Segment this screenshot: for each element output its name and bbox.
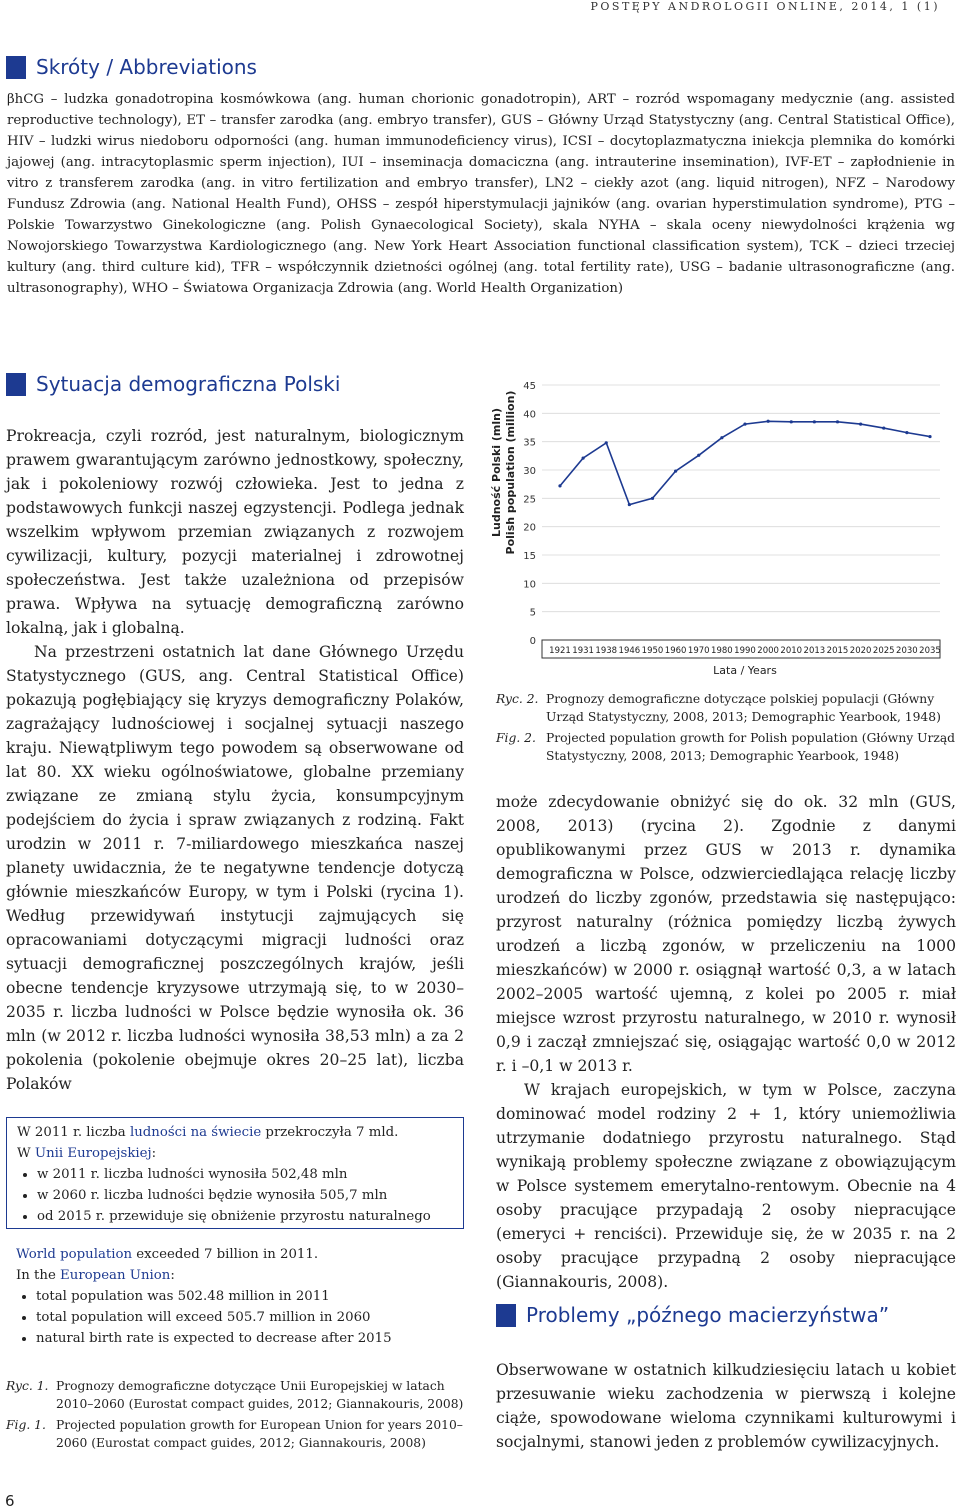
list-item: • total population was 502.48 million in 2011 (36, 1286, 454, 1307)
section-demography-heading (6, 372, 340, 396)
figure2-caption-en: Fig. 2. Projected population growth for Polish population (Główny Urząd Statystyczny, 2008, 2013; Demographic Yearbook, 1948) (496, 731, 956, 763)
chart-y-tick-label: 20 (523, 522, 536, 534)
infobox-en-line1: World population exceeded 7 billion in 2011. (16, 1247, 319, 1262)
list-item: • od 2015 r. przewiduje się obniżenie przyrostu naturalnego (37, 1206, 453, 1227)
chart-x-ticks (549, 646, 941, 656)
figure1-caption-pl: Ryc. 1. Prognozy demograficzne dotyczące Unii Europejskiej w latach 2010–2060 (Eurostat compact guides, 2012; Giannakouris, 2008) (6, 1379, 464, 1411)
chart-x-tick-label: 2030 (896, 646, 918, 656)
list-item: • total population will exceed 505.7 million in 2060 (36, 1307, 454, 1328)
running-head: POSTĘPY ANDROLOGII ONLINE, 2014, 1 (1) (590, 0, 940, 13)
chart-x-tick-label: 2020 (849, 646, 872, 656)
chart-point (813, 420, 816, 423)
section-demography-title: Sytuacja demograficzna Polski (36, 372, 341, 396)
paragraph-5: Obserwowane w ostatnich kilkudziesięciu latach u kobiet przesuwanie wieku zachodzenia w pierwszą i kolejne ciąże, spowodowane wieloma czynnikami kulturowymi i socjalnymi, stanowi jeden z problemów cywilizacyjnych. (496, 1361, 956, 1451)
page-number: 6 (5, 1492, 15, 1510)
chart-y-tick-label: 25 (523, 494, 536, 506)
infobox-link-eu-en: European Union (60, 1268, 171, 1283)
figure2-caption-pl: Ryc. 2. Prognozy demograficzne dotyczące polskiej populacji (Główny Urząd Statystyczny, 2008, 2013; Demographic Yearbook, 1948) (496, 692, 941, 724)
chart-point (558, 484, 561, 487)
chart-point (905, 431, 908, 434)
chart-point (859, 423, 862, 426)
chart-ylabel-pl: Ludność Polski (mln) (490, 408, 503, 537)
infobox-en-list (16, 1286, 454, 1349)
chart-y-tick-label: 5 (529, 607, 536, 619)
abbreviations-heading (6, 55, 257, 79)
infobox-pl-list (17, 1164, 453, 1227)
chart-ylabel-en: Polish population (million) (504, 390, 517, 555)
heading-square-icon (6, 373, 26, 396)
infobox-link-world-population-pl: ludności na świecie (129, 1125, 262, 1140)
chart-gridlines (542, 385, 940, 640)
chart-x-tick-label: 1938 (595, 646, 618, 656)
infobox-polish (6, 1117, 464, 1229)
figure1-caption (6, 1377, 464, 1452)
list-item: • w 2011 r. liczba ludności wynosiła 502,48 mln (37, 1164, 453, 1185)
abbreviations-text: βhCG – ludzka gonadotropina kosmówkowa (ang. human chorionic gonadotropin), ART – rozród wspomagany medycznie (ang. assisted reproductive technology), ET – transfer zarodka (ang. embryo transfer), GUS – Główny Urząd Statystyczny (ang. Central Statistical Office), HIV – ludzki wirus niedoboru odporności (ang. human immunodeficiency virus), ICSI – docytoplazmatyczna iniekcja plemnika do komórki jajowej (ang. intracytoplasmic sperm injection), IUI – inseminacja domaciczna (ang. intrauterine insemination), IVF-ET – zapłodnienie in vitro z transferem zarodka (ang. in vitro fertilization and embryo transfer), LN2 – ciekły azot (ang. liquid nitrogen), NFZ – Narodowy Fundusz Zdrowia (ang. National Health Fund), OHSS – zespół hiperstymulacji jajników (ang. ovarian hyperstimulation syndrome), PTG – Polskie Towarzystwo Ginekologiczne (ang. Polish Gynaecological Society), skala NYHA – skala oceny niewydolności krążenia wg Nowojorskiego Towarzystwa Kardiologicznego (ang. New York Heart Association functional classification system), TCK – dzieci trzeciej kultury (ang. third culture kid), TFR – współczynnik dzietności ogólnej (ang. total fertility rate), USG – badanie ultrasonograficzne (ang. ultrasonography), WHO – Światowa Organizacja Zdrowia (ang. World Health Organization) (7, 92, 955, 296)
chart-x-tick-label: 2000 (757, 646, 779, 656)
chart-y-ticks (523, 381, 536, 647)
chart-y-tick-label: 30 (523, 466, 536, 477)
chart-point (836, 420, 839, 423)
chart-x-tick-label: 2035 (919, 646, 941, 656)
chart-series-line (560, 421, 930, 504)
infobox-english (6, 1240, 464, 1348)
heading-square-icon (6, 56, 26, 79)
figure1-caption-en: Fig. 1. Projected population growth for European Union for years 2010–2060 (Eurostat compact guides, 2012; Giannakouris, 2008) (6, 1418, 463, 1450)
chart-point (674, 470, 677, 473)
paragraph-2: Na przestrzeni ostatnich lat dane Głównego Urzędu Statystycznego (GUS, ang. Central Statistical Office) pokazują pogłębiający się kryzys demograficzny Polaków, zagrażający ludnościowej i socjalnej sytuacji naszego kraju. Niewątpliwym tego powodem są obserwowane od lat 80. XX wieku ogólnoświatowe, globalne przemiany związane ze zmianą stylu życia, konsumpcyjnym podejściem do życia i spraw związanych z rodziną. Fakt urodzin w 2011 r. 7-miliardowego mieszkańca naszej planety uwidacznia, że te negatywne tendencje dotyczą głównie mieszkańców Europy, w tym i Polski (rycina 1). Według przewidywań instytucji zajmujących się opracowaniami dotyczącymi migracji ludności oraz sytuacji demograficznej poszczególnych krajów, jeśli obecne tendencje kryzysowe utrzymają się, to w 2030–2035 r. liczba ludności w Polsce będzie wynosiła ok. 36 mln (w 2012 r. liczba ludności wynosiła 38,53 mln) a za 2 pokolenia (pokolenie obejmuje okres 20–25 lat), liczba Polaków (6, 643, 464, 1093)
chart-x-tick-label: 1980 (711, 646, 733, 656)
chart-point (767, 420, 770, 423)
chart-y-tick-label: 35 (523, 437, 536, 449)
chart-x-tick-label: 1950 (641, 646, 664, 656)
section-late-motherhood-title: Problemy „późnego macierzyństwa” (526, 1303, 890, 1327)
chart-x-tick-label: 2015 (826, 646, 849, 656)
section-late-motherhood-heading (496, 1303, 889, 1327)
chart-point (628, 503, 631, 506)
infobox-pl-line2: W Unii Europejskiej: (17, 1146, 157, 1161)
infobox-link-world-population-en: World population (16, 1247, 133, 1262)
chart-y-tick-label: 15 (523, 551, 536, 562)
chart-x-tick-label: 2025 (872, 646, 895, 656)
chart-y-tick-label: 40 (523, 409, 536, 421)
paragraph-3: może zdecydowanie obniżyć się do ok. 32 mln (GUS, 2008, 2013) (rycina 2). Zgodnie z danymi opublikowanymi przez GUS w 2013 r. dynamika demograficzna w Polsce, odzwierciedlająca relację liczby urodzeń do liczby zgonów, przedstawia się następująco: przyrost naturalny (różnica pomiędzy liczbą żywych urodzeń a liczbą zgonów, w przeliczeniu na 1000 mieszkańców) w 2000 r. osiągnął wartość 0,3, a w latach 2002–2005 wartość ujemną, z kolei po 2005 r. miał miejsce wzrost przyrostu naturalnego, w 2010 r. wynosił 0,9 i zaczął zmniejszać się, osiągając wartość 0,0 w 2012 r. i –0,1 w 2013 r. (496, 793, 956, 1075)
chart-point (882, 426, 885, 429)
chart-x-tick-label: 1970 (687, 646, 710, 656)
chart-point (605, 441, 608, 444)
paragraph-1: Prokreacja, czyli rozród, jest naturalnym, biologicznym prawem gwarantującym zarówno jednostkowy, społeczny, jak i pokoleniowy rozwój człowieka. Jest to jedna z podstawowych funkcji naszej egzystencji. Podlega jednak wszelkim wpływom przemian związanych z rozwojem cywilizacji, kultury, pozycji materialnej i zdrowotnej społeczeństwa. Jest także uzależniona od przepisów prawa. Wpływa na sytuację demograficzną zarówno lokalną, jak i globalną. (6, 427, 464, 637)
chart-x-tick-label: 2010 (780, 646, 803, 656)
chart-x-tick-label: 1931 (572, 646, 594, 656)
chart-x-tick-label: 1960 (664, 646, 687, 656)
section-late-motherhood-text (496, 1358, 956, 1454)
chart-y-tick-label: 10 (523, 579, 536, 591)
chart-point (720, 436, 723, 439)
chart-x-tick-label: 1946 (618, 646, 641, 656)
chart-y-tick-label: 45 (523, 381, 536, 392)
chart-point (697, 454, 700, 457)
chart-x-tick-label: 2013 (803, 646, 826, 656)
right-column-text (496, 790, 956, 1294)
chart-x-tick-label: 1921 (549, 646, 571, 656)
infobox-pl-line1: W 2011 r. liczba ludności na świecie przekroczyła 7 mld. (17, 1125, 399, 1140)
infobox-link-eu-pl: Unii Europejskiej (34, 1146, 152, 1161)
chart-point (582, 457, 585, 460)
chart-point (651, 497, 654, 500)
infobox-en-line2: In the European Union: (16, 1268, 175, 1283)
paragraph-4: W krajach europejskich, w tym w Polsce, zaczyna dominować model rodziny 2 + 1, który uniemożliwia utrzymanie dodatniego przyrostu naturalnego. Stąd wynikają problemy społeczne związane z obowiązującym w Polsce systemem emerytalno-rentowym. Obecnie na 4 osoby pracujące przypadają 2 osoby niepracujące (emeryci + renciści). Przewiduje się, że w 2035 r. na 2 osoby pracujące przypadną 2 osoby niepracujące (Giannakouris, 2008). (496, 1081, 956, 1291)
heading-square-icon (496, 1304, 516, 1327)
chart-y-tick-label: 0 (529, 636, 536, 647)
chart-point (928, 435, 931, 438)
list-item: • w 2060 r. liczba ludności będzie wynosiła 505,7 mln (37, 1185, 453, 1206)
population-chart (488, 372, 958, 682)
left-column-text (6, 424, 464, 1096)
figure2-caption (496, 690, 956, 765)
chart-x-tick-label: 1990 (734, 646, 756, 656)
chart-xlabel: Lata / Years (713, 664, 777, 677)
chart-point (743, 423, 746, 426)
chart-point (790, 420, 793, 423)
list-item: • natural birth rate is expected to decrease after 2015 (36, 1328, 454, 1349)
abbreviations-heading-text: Skróty / Abbreviations (36, 55, 257, 79)
